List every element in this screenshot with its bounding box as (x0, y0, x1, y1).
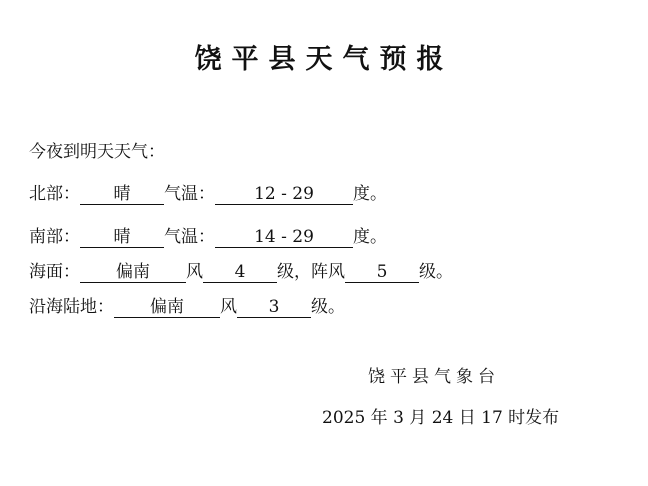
south-label: 南部： (29, 227, 80, 247)
south-forecast-line (29, 226, 387, 248)
forecast-title: 饶平县天气预报 (194, 44, 454, 75)
north-temp-label: 气温： (164, 184, 215, 204)
issuer-name: 饶平县气象台 (368, 367, 500, 387)
sea-gust-level: 5 (345, 262, 419, 283)
south-temp-label: 气温： (164, 227, 215, 247)
sea-gust-label: 级，阵风 (277, 262, 345, 282)
sea-label: 海面： (29, 262, 80, 282)
intro-line: 今夜到明天天气： (29, 142, 165, 162)
coast-wind-word: 风 (220, 297, 237, 317)
south-temp-value: 14 - 29 (215, 227, 353, 248)
south-temp-unit: 度。 (353, 227, 387, 247)
issue-time: 2025 年 3 月 24 日 17 时发布 (322, 408, 560, 428)
sea-wind-direction: 偏南 (80, 262, 186, 283)
north-weather-value: 晴 (80, 184, 164, 205)
north-temp-unit: 度。 (353, 184, 387, 204)
south-weather-value: 晴 (80, 227, 164, 248)
north-forecast-line (29, 183, 387, 205)
sea-forecast-line (29, 261, 453, 283)
coast-label: 沿海陆地： (29, 297, 114, 317)
coast-forecast-line (29, 296, 345, 318)
coast-wind-level: 3 (237, 297, 311, 318)
sea-wind-word: 风 (186, 262, 203, 282)
sea-wind-level: 4 (203, 262, 277, 283)
north-temp-value: 12 - 29 (215, 184, 353, 205)
coast-end: 级。 (311, 297, 345, 317)
coast-wind-direction: 偏南 (114, 297, 220, 318)
north-label: 北部： (29, 184, 80, 204)
sea-end: 级。 (419, 262, 453, 282)
